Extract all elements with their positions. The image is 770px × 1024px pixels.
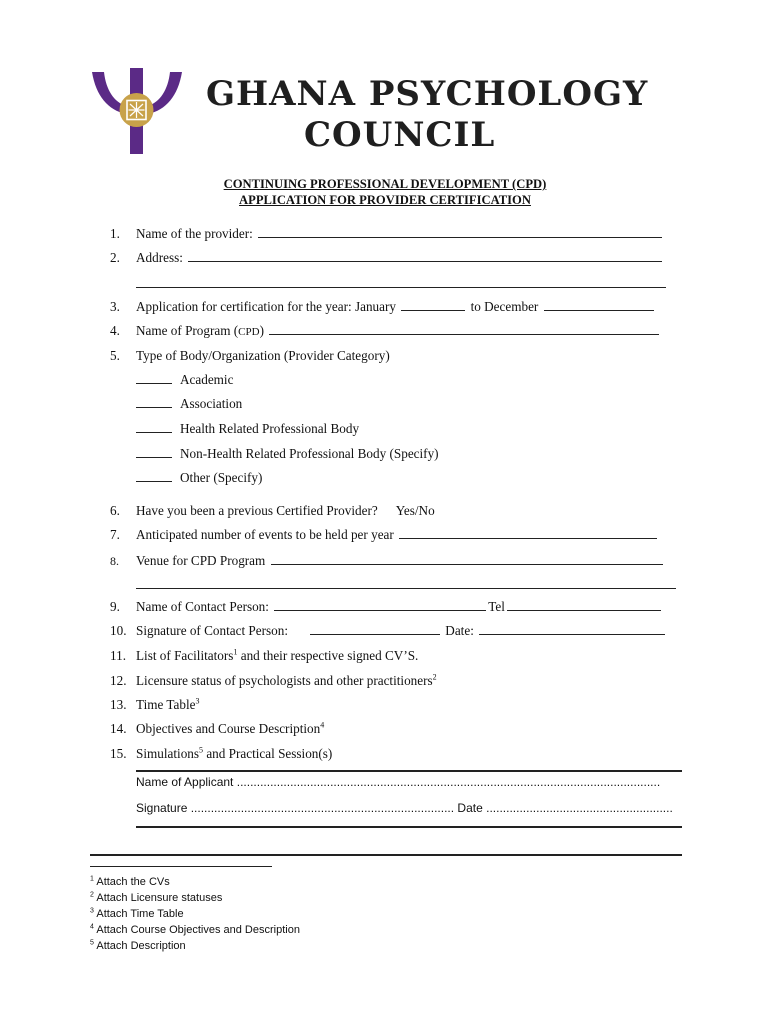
footnote-ref: 2 [432, 672, 437, 682]
item-provider-category [110, 348, 390, 364]
item-previous-provider [110, 503, 435, 519]
item-label-mid: to December [467, 299, 542, 314]
category-blank[interactable] [136, 470, 172, 482]
yes-no-answer[interactable]: Yes/No [395, 503, 435, 518]
footnote-text: Attach Course Objectives and Description [96, 924, 300, 936]
item-anticipated-events [110, 527, 659, 543]
contact-date-field[interactable] [479, 623, 665, 635]
footnote-5 [90, 940, 186, 952]
item-label: Name of Program ( [136, 323, 239, 338]
category-blank[interactable] [136, 421, 172, 433]
item-number: 15. [110, 746, 127, 761]
category-blank[interactable] [136, 372, 172, 384]
contact-signature-field[interactable] [310, 623, 440, 635]
footnote-4 [90, 924, 300, 936]
provider-name-field[interactable] [258, 226, 662, 238]
footnote-text: Attach Time Table [96, 908, 184, 920]
applicant-bottom-rule [136, 826, 682, 828]
footnote-1 [90, 876, 170, 888]
footnote-number: 2 [90, 891, 94, 899]
item-number: 7. [110, 527, 120, 542]
category-label: Other (Specify) [180, 470, 263, 485]
item-licensure-status [110, 673, 437, 689]
applicant-name-row [136, 775, 660, 789]
footnote-text: Attach Licensure statuses [96, 892, 223, 904]
item-number: 3. [110, 299, 120, 314]
item-label: Signature of Contact Person: [136, 623, 288, 638]
footnote-number: 4 [90, 923, 94, 931]
item-contact-person [110, 599, 663, 615]
footnote-2 [90, 892, 222, 904]
logo-line-1: GHANA PSYCHOLOGY [206, 74, 649, 114]
item-number: 1. [110, 226, 120, 241]
item-contact-signature [110, 623, 667, 639]
item-number: 8. [110, 554, 119, 568]
applicant-signature-field[interactable]: ............................................................................... [190, 801, 455, 815]
category-blank[interactable] [136, 446, 172, 458]
item-label-after: ) [259, 323, 268, 338]
footnote-separator [90, 866, 272, 867]
form-title-line-2: APPLICATION FOR PROVIDER CERTIFICATION [239, 193, 531, 207]
category-label: Health Related Professional Body [180, 421, 360, 436]
address-field[interactable] [188, 250, 662, 262]
item-label: Objectives and Course Description [136, 721, 321, 736]
footnote-text: Attach Description [96, 940, 186, 952]
program-name-field[interactable] [269, 323, 659, 335]
item-label: List of Facilitators [136, 648, 234, 663]
item-label-after: and Practical Session(s) [203, 746, 333, 761]
item-number: 5. [110, 348, 120, 363]
january-field[interactable] [401, 299, 465, 311]
item-label-abbr: CPD [238, 326, 260, 338]
tel-label: Tel [488, 599, 505, 614]
item-address [110, 250, 664, 266]
item-number: 11. [110, 648, 126, 663]
item-number: 6. [110, 503, 120, 518]
item-label: Name of Contact Person: [136, 599, 273, 614]
item-number: 10. [110, 623, 127, 638]
december-field[interactable] [544, 299, 654, 311]
category-other [136, 470, 262, 486]
form-title-line-1: CONTINUING PROFESSIONAL DEVELOPMENT (CPD) [223, 177, 547, 191]
item-label: Time Table [136, 697, 196, 712]
logo-line-2: COUNCIL [304, 115, 496, 155]
item-label: Licensure status of psychologists and other practitioners [136, 673, 433, 688]
category-blank[interactable] [136, 396, 172, 408]
date-label: Date: [442, 623, 478, 638]
item-certification-year [110, 299, 656, 315]
applicant-signature-row [136, 801, 673, 815]
item-number: 9. [110, 599, 120, 614]
category-health-related [136, 421, 359, 437]
item-facilitators [110, 648, 418, 664]
footnote-number: 5 [90, 939, 94, 947]
address-field-line-2[interactable] [136, 276, 666, 288]
applicant-date-field[interactable]: ........................................................ [486, 801, 673, 815]
item-simulations [110, 746, 332, 762]
item-label: Simulations [136, 746, 200, 761]
category-non-health-related [136, 446, 439, 462]
venue-field-line-2-row [136, 577, 676, 593]
venue-field[interactable] [271, 553, 663, 565]
category-academic [136, 372, 233, 388]
venue-field-line-2[interactable] [136, 577, 676, 589]
logo-wordmark [206, 75, 648, 154]
footnote-number: 1 [90, 875, 94, 883]
item-label: Application for certification for the year: January [136, 299, 400, 314]
item-label: Anticipated number of events to be held per year [136, 527, 398, 542]
item-number: 4. [110, 323, 120, 338]
applicant-date-label: Date [454, 801, 487, 815]
footnote-ref: 3 [195, 696, 200, 706]
page-bottom-rule [90, 854, 682, 856]
events-count-field[interactable] [399, 527, 657, 539]
psi-emblem [92, 68, 182, 154]
item-program-name [110, 323, 661, 339]
applicant-signature-label: Signature [136, 801, 191, 815]
footnote-ref: 5 [199, 745, 204, 755]
item-label: Have you been a previous Certified Provider? [136, 503, 378, 518]
item-label: Address: [136, 250, 187, 265]
category-association [136, 396, 242, 412]
item-number: 2. [110, 250, 120, 265]
category-label: Academic [180, 372, 234, 387]
footnote-ref: 1 [233, 647, 238, 657]
item-label-after: and their respective signed CV’S. [237, 648, 419, 663]
item-label: Venue for CPD Program [136, 553, 269, 568]
tel-field[interactable] [507, 599, 661, 611]
applicant-top-rule [136, 770, 682, 772]
address-field-line-2-row [136, 276, 666, 292]
footnote-text: Attach the CVs [96, 876, 170, 888]
item-number: 14. [110, 721, 127, 736]
category-label: Non-Health Related Professional Body (Specify) [180, 446, 439, 461]
contact-name-field[interactable] [274, 599, 486, 611]
applicant-name-field[interactable]: ............................................................................................................................... [236, 775, 661, 789]
item-venue [110, 553, 665, 569]
category-label: Association [180, 396, 243, 411]
item-provider-name [110, 226, 664, 242]
footnote-number: 3 [90, 907, 94, 915]
item-label: Type of Body/Organization (Provider Category) [136, 348, 390, 363]
footnote-ref: 4 [320, 720, 325, 730]
item-label: Name of the provider: [136, 226, 257, 241]
item-number: 13. [110, 697, 127, 712]
applicant-name-label: Name of Applicant [136, 775, 237, 789]
item-time-table [110, 697, 200, 713]
item-number: 12. [110, 673, 127, 688]
item-objectives [110, 721, 324, 737]
footnote-3 [90, 908, 184, 920]
